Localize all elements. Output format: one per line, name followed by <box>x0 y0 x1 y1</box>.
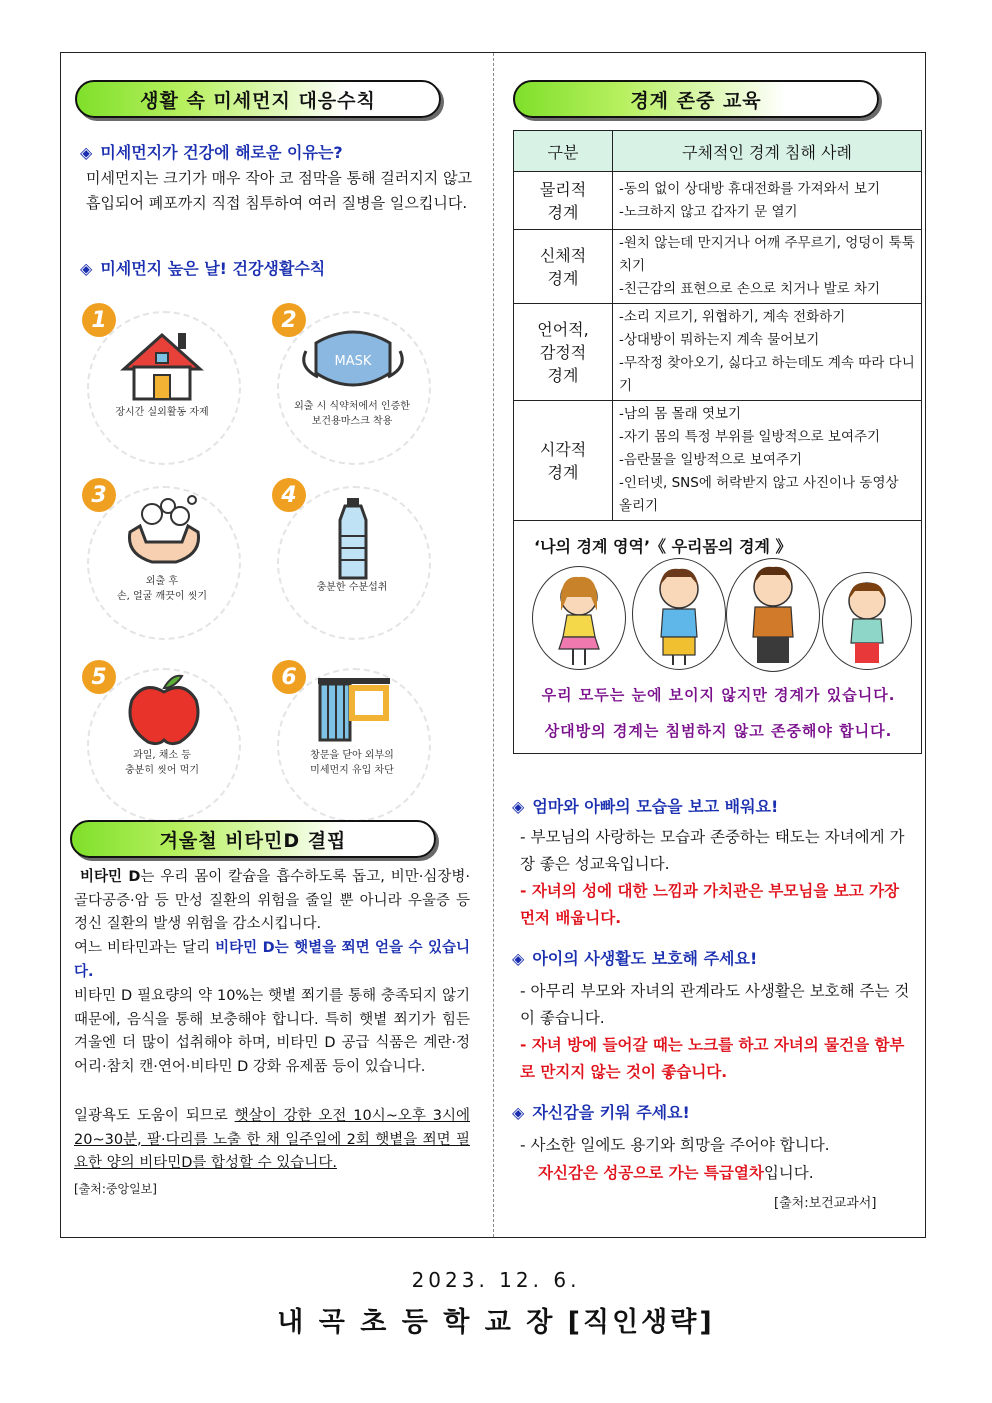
child-oval <box>532 566 626 670</box>
vitamin-paragraph-2: 여느 비타민과는 달리 비타민 D는 햇볕을 쬐면 얻을 수 있습니다. <box>74 940 471 980</box>
table-cell: -동의 없이 상대방 휴대전화를 가져와서 보기 -노크하지 않고 갑자기 문 열기 <box>613 172 922 230</box>
table-cell: -남의 몸 몰래 엿보기 -자기 몸의 특정 부위를 일방적으로 보여주기 -음란물을 일방적으로 보여주기 -인터넷, SNS에 허락받지 않고 사진이나 동영상 올리기 <box>613 401 922 521</box>
diamond-icon: ◈ <box>512 1103 525 1122</box>
source-right: [출처:보건교과서] <box>774 1196 877 1211</box>
tip-caption: 외출 후 손, 얼굴 깨끗이 씻기 <box>117 576 207 602</box>
tip-number: 3 <box>82 478 116 512</box>
section-emphasis-parents: - 자녀의 성에 대한 느낌과 가치관은 부모님을 보고 가장 먼저 배웁니다. <box>520 882 900 927</box>
table-row <box>514 172 922 230</box>
tip-caption: 과일, 채소 등 충분히 씻어 먹기 <box>125 750 199 776</box>
svg-text:MASK: MASK <box>334 354 372 369</box>
table-category: 물리적 경계 <box>514 172 613 230</box>
banner-vitamin-d: 겨울철 비타민D 결핍 <box>70 820 436 858</box>
section-emphasis-privacy: - 자녀 방에 들어갈 때는 노크를 하고 자녀의 물건을 함부로 만지지 않는 것이 좋습니다. <box>520 1036 905 1081</box>
section-text-privacy: - 아무리 부모와 자녀의 관계라도 사생활은 보호해 주는 것이 좋습니다. <box>520 982 910 1027</box>
table-category: 언어적, 감정적 경계 <box>514 304 613 401</box>
section-emphasis-confidence: 자신감은 성공으로 가는 특급열차입니다. <box>538 1164 814 1182</box>
tip-1 <box>82 303 242 453</box>
tip-2 <box>272 303 432 453</box>
tip-caption: 창문을 닫아 외부의 미세먼지 유입 차단 <box>310 750 394 776</box>
water-bottle-icon <box>336 496 370 582</box>
mask-icon <box>298 321 408 397</box>
girl-icon <box>823 573 911 669</box>
tip-number: 5 <box>82 660 116 694</box>
boy-icon <box>633 559 725 669</box>
table-row <box>514 401 922 521</box>
tip-number: 1 <box>82 303 116 337</box>
section-title-confidence: ◈ 자신감을 키워 주세요! <box>512 1103 690 1122</box>
table-header: 구분 <box>514 131 613 172</box>
tip-6 <box>272 660 432 810</box>
panel-line-1: 우리 모두는 눈에 보이지 않지만 경계가 있습니다. <box>541 686 896 704</box>
diamond-icon: ◈ <box>80 143 93 162</box>
tip-caption: 외출 시 식약처에서 인증한 보건용마스크 착용 <box>294 401 410 427</box>
table-row <box>514 304 922 401</box>
table-category: 신체적 경계 <box>514 230 613 304</box>
table-row <box>514 230 922 304</box>
table-header-row <box>514 131 922 172</box>
house-icon <box>120 329 204 401</box>
panel-title: ‘나의 경계 영역’《 우리몸의 경계 》 <box>534 537 792 556</box>
boy-icon <box>727 559 819 671</box>
section-text-parents: - 부모님의 사랑하는 모습과 존중하는 태도는 자녀에게 가장 좋은 성교육입니다. <box>520 828 905 873</box>
table-category: 시각적 경계 <box>514 401 613 521</box>
tip-3 <box>82 478 242 628</box>
tip-number: 4 <box>272 478 306 512</box>
panel-line-2: 상대방의 경계는 침범하지 않고 존중해야 합니다. <box>544 722 893 740</box>
apple-icon <box>124 670 204 746</box>
table-cell: -소리 지르기, 위협하기, 계속 전화하기 -상대방이 뭐하는지 계속 물어보기 -무작정 찾아오기, 싫다고 하는데도 계속 따라 다니기 <box>613 304 922 401</box>
issue-date: 2023. 12. 6. <box>411 1268 581 1292</box>
window-icon <box>316 674 392 744</box>
child-oval <box>632 558 726 670</box>
banner-fine-dust: 생활 속 미세먼지 대응수칙 <box>75 80 441 118</box>
vitamin-paragraph-3: 비타민 D 필요량의 약 10%는 햇볕 쬐기를 통해 충족되지 않기 때문에, 음식을 통해 보충해야 합니다. 특히 햇볕 쬐기가 힘든 겨울엔 더 많이 섭취해야 하며, 비타민 D 공급 식품은 계란·정어리·참치 캔·연어·비타민 D 강화 유제품 등이 있습니다. <box>74 988 470 1075</box>
tip-caption: 충분한 수분섭취 <box>316 582 388 593</box>
question-health-rules: ◈ 미세먼지 높은 날! 건강생활수칙 <box>80 259 326 278</box>
column-divider <box>493 53 494 1237</box>
tip-caption: 장시간 실외활동 자제 <box>115 407 209 418</box>
section-title-parents: ◈ 엄마와 아빠의 모습을 보고 배워요! <box>512 797 779 816</box>
boundary-table <box>513 130 922 521</box>
tip-number: 2 <box>272 303 306 337</box>
diamond-icon: ◈ <box>512 949 525 968</box>
child-oval <box>726 558 820 672</box>
tip-4 <box>272 478 432 628</box>
question-why-harmful: ◈ 미세먼지가 건강에 해로운 이유는? <box>80 143 343 162</box>
section-title-privacy: ◈ 아이의 사생활도 보호해 주세요! <box>512 949 758 968</box>
girl-icon <box>533 567 625 669</box>
tip-number: 6 <box>272 660 306 694</box>
tip-5 <box>82 660 242 810</box>
table-cell: -원치 않는데 만지거나 어깨 주무르기, 엉덩이 툭툭 치기 -친근감의 표현으로 손으로 치거나 발로 차기 <box>613 230 922 304</box>
boundary-panel <box>513 518 922 754</box>
table-header: 구체적인 경계 침해 사례 <box>613 131 922 172</box>
vitamin-paragraph-4: 일광욕도 도움이 되므로 햇살이 강한 오전 10시~오후 3시에 20~30분, 팔·다리를 노출 한 채 일주일에 2회 햇볕을 쬐면 필요한 양의 비타민D를 합성할 수 있습니다. <box>74 1108 470 1171</box>
section-text-confidence: - 사소한 일에도 용기와 희망을 주어야 합니다. <box>520 1136 830 1154</box>
paragraph-fine-dust: 미세먼지는 크기가 매우 작아 코 점막을 통해 걸러지지 않고 흡입되어 폐포까지 직접 침투하여 여러 질병을 일으킵니다. <box>86 169 472 212</box>
diamond-icon: ◈ <box>512 797 525 816</box>
child-oval <box>822 572 912 670</box>
principal-signature: 내 곡 초 등 학 교 장 [직인생략] <box>277 1307 715 1338</box>
source-left: [출처:중앙일보] <box>74 1182 157 1196</box>
diamond-icon: ◈ <box>80 259 93 278</box>
hand-wash-icon <box>122 492 206 566</box>
banner-boundary: 경계 존중 교육 <box>513 80 879 118</box>
vitamin-paragraph-1: 비타민 D는 우리 몸이 칼슘을 흡수하도록 돕고, 비만·심장병·골다공증·암 등 만성 질환의 위험을 줄일 뿐 아니라 우울증 등 정신 질환의 발생 위험을 감소시킵니다. <box>74 869 471 932</box>
